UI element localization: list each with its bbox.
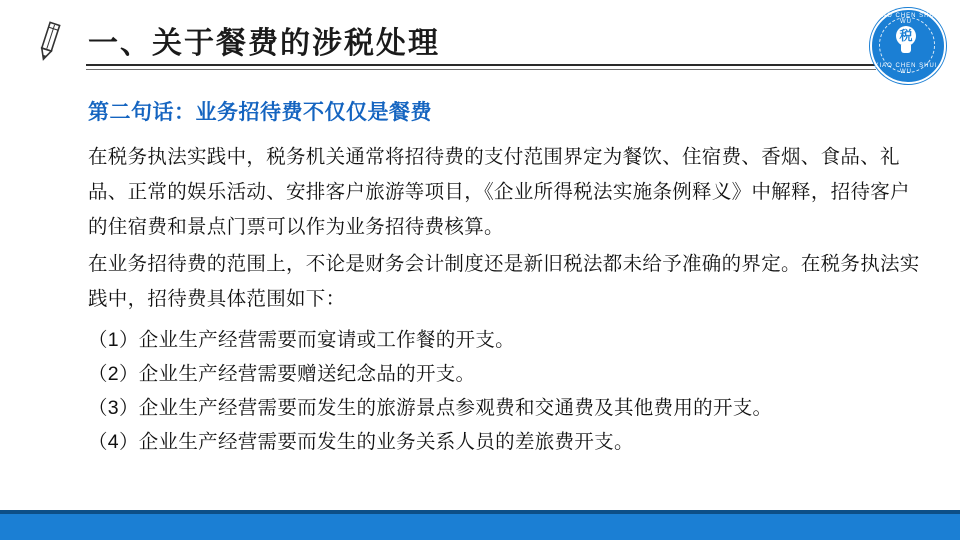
logo-center-text: 税 [899,28,913,43]
footer-accent-bar [0,514,960,540]
slide-content [88,96,928,459]
slide-header [28,16,888,74]
title-divider-secondary [86,69,876,70]
list-item: （4）企业生产经营需要而发生的业务关系人员的差旅费开支。 [88,431,634,453]
title-divider [86,64,876,66]
content-paragraph-1: 在税务执法实践中，税务机关通常将招待费的支付范围界定为餐饮、住宿费、香烟、食品、礼品、正常的娱乐活动、安排客户旅游等项目，《企业所得税法实施条例释义》中解释，招待客户的住宿费和景点门票可以作为业务招待费核算。 [88,146,910,238]
brand-logo [870,8,942,80]
content-list [88,323,928,459]
logo-arc-bottom-text: XIAO CHEN SHUI WU [874,63,938,75]
list-item: （1）企业生产经营需要而宴请或工作餐的开支。 [88,329,515,351]
pencil-icon [32,20,66,64]
logo-arc-top-text: XIAO CHEN SHUI WU [874,13,938,25]
list-item: （2）企业生产经营需要赠送纪念品的开支。 [88,363,476,385]
page-title: 一、关于餐费的涉税处理 [88,27,440,60]
list-item: （3）企业生产经营需要而发生的旅游景点参观费和交通费及其他费用的开支。 [88,397,773,419]
content-subtitle: 第二句话：业务招待费不仅仅是餐费 [88,101,432,124]
content-paragraph-2: 在业务招待费的范围上，不论是财务会计制度还是新旧税法都未给予准确的界定。在税务执法实践中，招待费具体范围如下： [88,253,920,310]
